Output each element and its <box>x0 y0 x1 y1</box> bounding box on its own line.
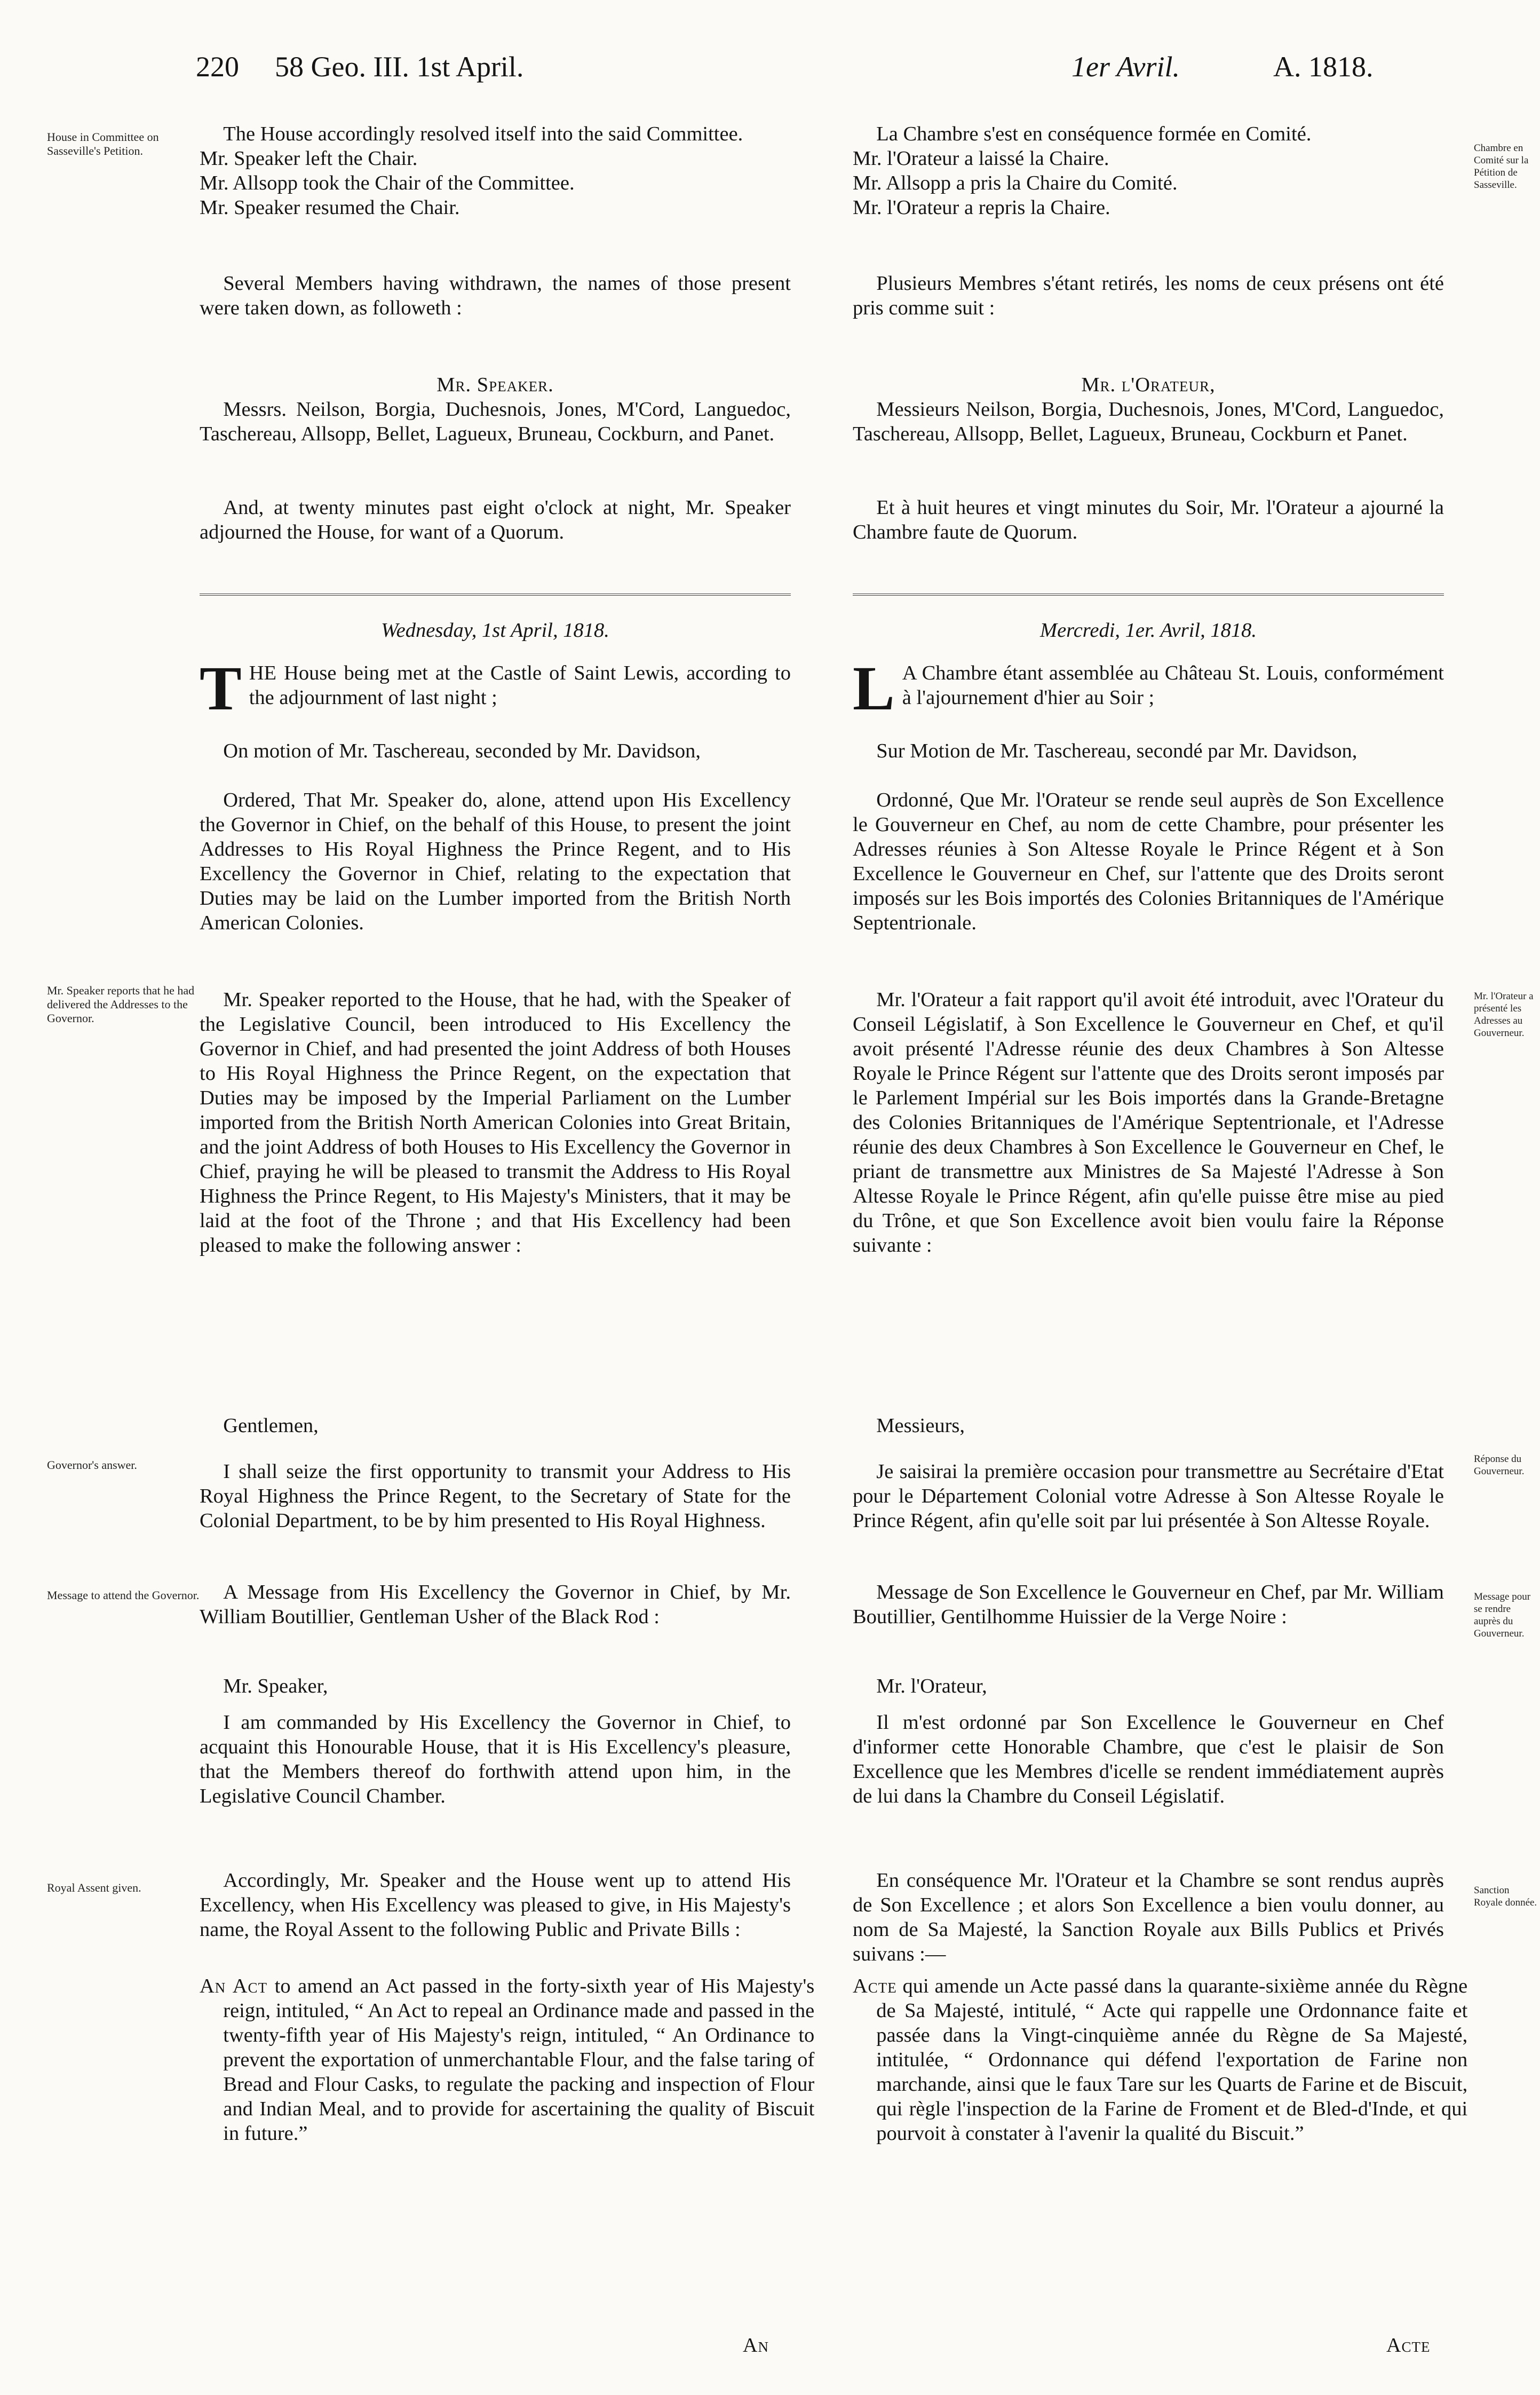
message-body: Il m'est ordonné par Son Excellence le Gouverneur en Chef d'informer cette Honorable Chambre, que c'est le plaisir de Son Excellence que les Membres d'icelle se rendent immédiatement auprès de lui dans la Chambre du Conseil Législatif. <box>853 1711 1444 1807</box>
section-rule <box>853 594 1444 596</box>
committee-line: Mr. l'Orateur a repris la Chaire. <box>853 196 1110 219</box>
members-list: Messrs. Neilson, Borgia, Duchesnois, Jones, M'Cord, Languedoc, Taschereau, Allsopp, Bellet, Lagueux, Bruneau, Cockburn, and Panet. <box>200 398 791 445</box>
motion-line: Sur Motion de Mr. Taschereau, secondé par Mr. Davidson, <box>876 740 1358 762</box>
adjournment: And, at twenty minutes past eight o'clock at night, Mr. Speaker adjourned the House, for want of a Quorum. <box>200 496 791 543</box>
members-list: Messieurs Neilson, Borgia, Duchesnois, Jones, M'Cord, Languedoc, Taschereau, Allsopp, Bellet, Lagueux, Bruneau, Cockburn et Panet. <box>853 398 1444 445</box>
margin-note-left: House in Committee on Sasseville's Petition. <box>47 130 159 157</box>
margin-note-left: Message to attend the Governor. <box>47 1588 200 1602</box>
answer-salutation: Messieurs, <box>876 1414 965 1437</box>
page-number: 220 <box>196 51 239 83</box>
opening-text: HE House being met at the Castle of Saint Lewis, according to the adjournment of last night ; <box>249 662 791 709</box>
committee-line: The House accordingly resolved itself into the said Committee. <box>223 123 743 145</box>
opening-paragraph <box>200 653 791 723</box>
answer-salutation: Gentlemen, <box>223 1414 319 1437</box>
act-text: to amend an Act passed in the forty-sixth year of His Majesty's reign, intituled, “ An Act to repeal an Ordinance made and passed in the twenty-fifth year of His Majesty's reign, intituled, “ An Ordinance to prevent the exportation of unmerchantable Flour, and the false taring of Bread and Flour Casks, to regulate the packing and inspection of Flour and Indian Meal, and to provide for ascertaining the quality of Biscuit in future.” <box>223 1975 815 2145</box>
message-announcement: A Message from His Excellency the Governor in Chief, by Mr. William Boutillier, Gentleman Usher of the Black Rod : <box>200 1581 791 1628</box>
running-year: A. 1818. <box>1273 51 1374 83</box>
speaker-report: Mr. Speaker reported to the House, that he had, with the Speaker of the Legislative Council, been introduced to His Excellency the Governor in Chief, and had presented the joint Address of both Houses to His Royal Highness the Prince Regent, on the expectation that Duties may be imposed by the Imperial Parliament on the Lumber imported from the British North American Colonies into Great Britain, and the joint Address of both Houses to His Excellency the Governor in Chief, praying he will be pleased to transmit the Address to His Royal Highness the Prince Regent, to His Majesty's Ministers, that it may be laid at the foot of the Throne ; and that His Excellency had been pleased to make the following answer : <box>200 989 791 1256</box>
speaker-heading: Mr. l'Orateur, <box>1081 374 1216 396</box>
speaker-report: Mr. l'Orateur a fait rapport qu'il avoit été introduit, avec l'Orateur du Conseil Législatif, à Son Excellence le Gouverneur en Chef, et qu'il avoit présenté l'Adresse réunie des deux Chambres à Son Altesse Royale le Prince Régent sur l'attente que des Droits seront imposés par le Parlement Impérial sur les Bois importés dans la Grande-Bretagne des Colonies Britanniques de l'Amérique Septentrionale, et l'Adresse réunie des deux Chambres à Son Excellence le Gouverneur en Chef, le priant de transmettre aux Ministres de Sa Majesté l'Adresse à Son Altesse Royale le Prince Régent, afin qu'elle puisse être mise au pied du Trône, et que Son Excellence avoit bien voulu faire la Réponse suivante : <box>853 989 1444 1256</box>
speaker-heading: Mr. Speaker. <box>436 374 554 396</box>
royal-assent-paragraph: En conséquence Mr. l'Orateur et la Chambre se sont rendus auprès de Son Excellence ; et alors Son Excellence a bien voulu donner, au nom de Sa Majesté, la Sanction Royale aux Bills Publics et Privés suivans :— <box>853 1869 1444 1965</box>
margin-note-right: Réponse du Gouverneur. <box>1474 1453 1525 1477</box>
message-salutation: Mr. l'Orateur, <box>876 1675 987 1697</box>
opening-text: A Chambre étant assemblée au Château St. Louis, conformément à l'ajournement d'hier au Soir ; <box>902 662 1444 709</box>
committee-line: La Chambre s'est en conséquence formée en Comité. <box>876 123 1312 145</box>
margin-note-left: Mr. Speaker reports that he had delivered the Addresses to the Governor. <box>47 984 195 1025</box>
margin-note-right: Mr. l'Orateur a présenté les Adresses au Gouverneur. <box>1474 991 1534 1039</box>
act-lead: Acte <box>853 1975 897 1997</box>
margin-note-right: Sanction Royale donnée. <box>1474 1885 1537 1908</box>
members-intro: Plusieurs Membres s'étant retirés, les noms de ceux présens ont été pris comme suit : <box>853 272 1444 319</box>
act-paragraph <box>200 1974 814 2146</box>
opening-paragraph <box>853 653 1444 723</box>
margin-note-right: Message pour se rendre auprès du Gouverneur. <box>1474 1591 1531 1639</box>
royal-assent-paragraph: Accordingly, Mr. Speaker and the House went up to attend His Excellency, when His Excellency was pleased to give, in His Majesty's name, the Royal Assent to the following Public and Private Bills : <box>200 1869 791 1941</box>
session-date: Wednesday, 1st April, 1818. <box>381 619 609 642</box>
act-lead: An Act <box>200 1975 268 1997</box>
section-rule <box>200 594 791 596</box>
adjournment: Et à huit heures et vingt minutes du Soir, Mr. l'Orateur a ajourné la Chambre faute de Quorum. <box>853 496 1444 543</box>
committee-block <box>200 122 791 220</box>
margin-note-right: Chambre en Comité sur la Pétition de Sasseville. <box>1474 143 1529 191</box>
message-announcement: Message de Son Excellence le Gouverneur en Chef, par Mr. William Boutillier, Gentilhomme Huissier de la Verge Noire : <box>853 1581 1444 1628</box>
session-date: Mercredi, 1er. Avril, 1818. <box>1040 619 1257 642</box>
message-salutation: Mr. Speaker, <box>223 1675 328 1697</box>
order-paragraph: Ordered, That Mr. Speaker do, alone, attend upon His Excellency the Governor in Chief, on the behalf of this House, to present the joint Addresses to His Royal Highness the Prince Regent, and to His Excellency the Governor in Chief, relating to the expectation that Duties may be laid on the Lumber imported from the British North American Colonies. <box>200 789 791 934</box>
running-title-left: 58 Geo. III. 1st April. <box>275 51 524 83</box>
governor-answer: Je saisirai la première occasion pour transmettre au Secrétaire d'Etat pour le Département Colonial votre Adresse à Son Altesse Royale le Prince Régent, afin qu'elle soit par lui présentée à Son Altesse Royale. <box>853 1460 1444 1532</box>
catchword-french: Acte <box>1386 2334 1431 2357</box>
members-intro: Several Members having withdrawn, the names of those present were taken down, as followeth : <box>200 272 791 319</box>
governor-answer: I shall seize the first opportunity to transmit your Address to His Royal Highness the Prince Regent, to the Secretary of State for the Colonial Department, to be by him presented to His Royal Highness. <box>200 1460 791 1532</box>
committee-line: Mr. Allsopp took the Chair of the Committee. <box>200 172 575 194</box>
act-paragraph <box>853 1974 1467 2146</box>
committee-line: Mr. Speaker resumed the Chair. <box>200 196 460 219</box>
act-text: qui amende un Acte passé dans la quarante-sixième année du Règne de Sa Majesté, intitulé, “ Acte qui rappelle une Ordonnance faite et passée dans la Vingt-cinquième année du Règne de Sa Majesté, intitulée, “ Ordonnance qui défend l'exportation de Farine non marchande, ainsi que le faux Tare sur les Quarts de Farine et de Biscuit, qui règle l'inspection de la Farine de Froment et de Bled-d'Inde, et qui pourvoit à constater à l'avenir la qualité du Biscuit.” <box>876 1975 1468 2145</box>
order-paragraph: Ordonné, Que Mr. l'Orateur se rende seul auprès de Son Excellence le Gouverneur en Chef, au nom de cette Chambre, pour présenter les Adresses réunies à Son Altesse Royale le Prince Régent et à Son Excellence le Gouverneur en Chef, sur l'attente que des Droits seront imposés sur les Bois importés des Colonies Britanniques de l'Amérique Septentrionale. <box>853 789 1444 934</box>
margin-note-left: Governor's answer. <box>47 1458 137 1472</box>
drop-cap: T <box>200 653 242 723</box>
margin-note-left: Royal Assent given. <box>47 1881 141 1894</box>
drop-cap: L <box>853 653 895 723</box>
running-title-right: 1er Avril. <box>1071 51 1180 83</box>
committee-line: Mr. Allsopp a pris la Chaire du Comité. <box>853 172 1178 194</box>
committee-line: Mr. l'Orateur a laissé la Chaire. <box>853 147 1109 170</box>
catchword-english: An <box>743 2334 769 2357</box>
committee-line: Mr. Speaker left the Chair. <box>200 147 418 170</box>
motion-line: On motion of Mr. Taschereau, seconded by Mr. Davidson, <box>223 740 701 762</box>
committee-block <box>853 122 1444 220</box>
message-body: I am commanded by His Excellency the Governor in Chief, to acquaint this Honourable House, that it is His Excellency's pleasure, that the Members thereof do forthwith attend upon him, in the Legislative Council Chamber. <box>200 1711 791 1807</box>
